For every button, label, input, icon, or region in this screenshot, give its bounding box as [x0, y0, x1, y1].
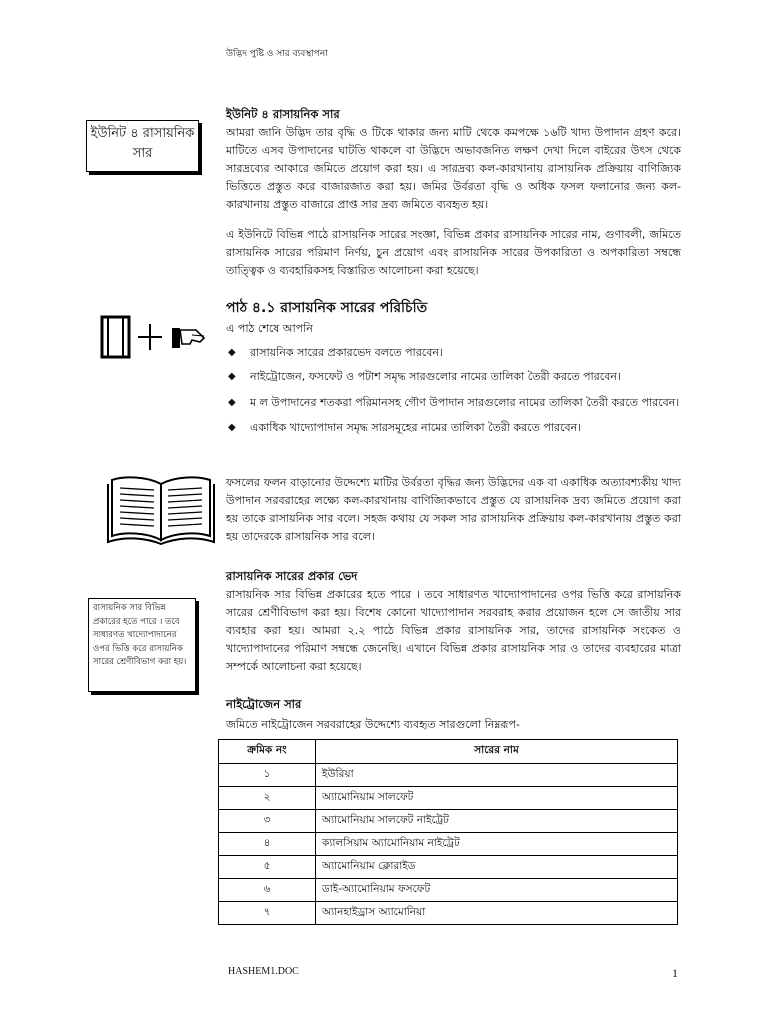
types-heading: রাসায়নিক সারের প্রকার ভেদ	[226, 569, 358, 583]
table-row	[219, 902, 678, 925]
row-serial: ৫	[219, 856, 316, 879]
unit-box-line2: সার	[132, 146, 153, 161]
nitrogen-intro: জমিতে নাইট্রোজেন সরবরাহের উদ্দেশ্যে ব্যবহৃত সারগুলো নিম্নরূপ-	[226, 718, 520, 731]
diamond-bullet-icon: ◆	[228, 397, 236, 408]
row-fertilizer-name: অ্যামোনিয়াম সালফেট নাইট্রেট	[316, 810, 678, 833]
table-row	[219, 833, 678, 856]
footer-document-name: HASHEM1.DOC	[228, 966, 299, 977]
unit-title-box	[86, 120, 199, 172]
row-fertilizer-name: ইউরিয়া	[316, 764, 678, 787]
objective-text: রাসায়নিক সারের প্রকারভেদ বলতে পারবেন।	[250, 346, 443, 359]
objective-text: একাধিক খাদ্যোপাদান সমৃদ্ধ সারসমূহের নামের তালিকা তৈরী করতে পারবেন।	[250, 421, 582, 434]
objectives-list	[226, 344, 681, 436]
open-book-icon	[106, 472, 216, 546]
intro-paragraph-2: এ ইউনিটে বিভিন্ন পাঠে রাসায়নিক সারের সংজ্ঞা, বিভিন্ন প্রকার রাসায়নিক সারের নাম, গুণাবলী, জমিতে রাসায়নিক সারের পরিমাণ নির্ণয়, চুন প্রয়োগ এবং রাসায়নিক সারের উপকারিতা ও অপকারিতা সম্বন্ধে তাত্ত্বিক ও ব্যবহারিকসহ বিস্তারিত আলোচনা করা হয়েছে।	[226, 228, 681, 277]
diamond-bullet-icon: ◆	[228, 422, 236, 433]
row-fertilizer-name: অ্যামোনিয়াম ক্লোরাইড	[316, 856, 678, 879]
objective-item	[226, 344, 681, 361]
row-serial: ৩	[219, 810, 316, 833]
row-serial: ২	[219, 787, 316, 810]
row-serial: ৪	[219, 833, 316, 856]
running-header: উদ্ভিদ পুষ্টি ও সার ব্যবস্থাপনা	[226, 49, 328, 59]
objective-item	[226, 368, 681, 385]
row-fertilizer-name: ক্যালসিয়াম অ্যামোনিয়াম নাইট্রেট	[316, 833, 678, 856]
diamond-bullet-icon: ◆	[228, 347, 236, 358]
definition-paragraph: ফসলের ফলন বাড়ানোর উদ্দেশ্যে মাটির উর্বরতা বৃদ্ধির জন্য উদ্ভিদের এক বা একাধিক অত্যাবশ্যকীয় খাদ্য উপাদান সরবরাহের লক্ষ্যে কল-কারখানায় বাণিজ্যিকভাবে প্রস্তুত যে রাসায়নিক দ্রব্য জমিতে প্রয়োগ করা হয় তাকে রাসায়নিক সার বলে। সহজ কথায় যে সকল সার রাসায়নিক প্রক্রিয়ায় কল-কারখানায় প্রস্তুত করা হয় তাদেরকে রাসায়নিক সার বলে।	[226, 476, 681, 543]
objective-item	[226, 394, 681, 411]
nitrogen-heading: নাইট্রোজেন সার	[226, 697, 302, 711]
book-plus-hand-icon	[100, 314, 212, 360]
table-row	[219, 810, 678, 833]
table-header-row	[219, 740, 678, 764]
header-serial: ক্রমিক নং	[219, 740, 316, 764]
objective-text: নাইট্রোজেন, ফসফেট ও পটাশ সমৃদ্ধ সারগুলোর নামের তালিকা তৈরী করতে পারবেন।	[250, 370, 621, 383]
row-serial: ৬	[219, 879, 316, 902]
unit-box-line1: ইউনিট ৪ রাসায়নিক	[90, 126, 195, 141]
page-number: 1	[672, 966, 678, 980]
unit-heading: ইউনিট ৪ রাসায়নিক সার	[226, 107, 340, 121]
header-fertilizer-name: সারের নাম	[316, 740, 678, 764]
objectives-intro: এ পাঠ শেষে আপনি	[226, 322, 313, 335]
side-note-box: রাসায়নিক সার বিভিন্ন প্রকারের হতে পারে । তবে সাধারণত খাদ্যোপাদানের ওপর ভিত্তি করে রাসায়নিক সারের শ্রেণীবিভাগ করা হয়।	[88, 598, 196, 692]
row-fertilizer-name: ডাই-অ্যামোনিয়াম ফসফেট	[316, 879, 678, 902]
row-serial: ৭	[219, 902, 316, 925]
diamond-bullet-icon: ◆	[228, 371, 236, 382]
nitrogen-fertilizer-table	[218, 739, 678, 925]
row-serial: ১	[219, 764, 316, 787]
table-row	[219, 764, 678, 787]
objective-text: ম ল উপাদানের শতকরা পরিমানসহ গৌণ উপাদান সারগুলোর নামের তালিকা তৈরী করতে পারবেন।	[250, 396, 680, 409]
objective-item	[226, 419, 681, 436]
types-paragraph: রাসায়নিক সার বিভিন্ন প্রকারের হতে পারে । তবে সাধারণত খাদ্যোপাদানের ওপর ভিত্তি করে রাসায়নিক সারের শ্রেণীবিভাগ করা হয়। বিশেষ কোনো খাদ্যোপাদান সরবরাহ করার প্রয়োজন হলে সে জাতীয় সার ব্যবহার করা হয়। আমরা ২.২ পাঠে বিভিন্ন প্রকার রাসায়নিক সার, তাদের রাসায়নিক সংকেত ও খাদ্যোপাদানের পরিমাণ সম্বন্ধে জেনেছি। এখানে বিভিন্ন প্রকার রাসায়নিক সার ও তাদের ব্যবহারের মাত্রা সম্পর্কে আলোচনা করা হয়েছে।	[226, 588, 681, 673]
intro-paragraph-1: আমরা জানি উদ্ভিদ তার বৃদ্ধি ও টিকে থাকার জন্য মাটি থেকে কমপক্ষে ১৬টি খাদ্য উপাদান গ্রহণ করে। মাটিতে এসব উপাদানের ঘাটতি থাকলে বা উদ্ভিদে অভাবজনিত লক্ষণ দেখা দিলে বাইরের উৎস থেকে সারদ্রব্যের আকারে জমিতে প্রয়োগ করা হয়। এ সারদ্রব্য কল-কারখানায় রাসায়নিক প্রক্রিয়ায় বাণিজ্যিক ভিত্তিতে প্রস্তুত করে বাজারজাত করা হয়। জমির উর্বরতা বৃদ্ধি ও অধিক ফসল ফলানোর জন্য কল-কারখানায় প্রস্তুত বাজারে প্রাপ্ত সার দ্রব্য জমিতে ব্যবহৃত হয়।	[226, 126, 681, 211]
table-row	[219, 879, 678, 902]
lesson-title: পাঠ ৪.১ রাসায়নিক সারের পরিচিতি	[226, 300, 428, 316]
table-row	[219, 787, 678, 810]
row-fertilizer-name: অ্যামোনিয়াম সালফেট	[316, 787, 678, 810]
row-fertilizer-name: অ্যানহাইড্রাস অ্যামোনিয়া	[316, 902, 678, 925]
table-row	[219, 856, 678, 879]
